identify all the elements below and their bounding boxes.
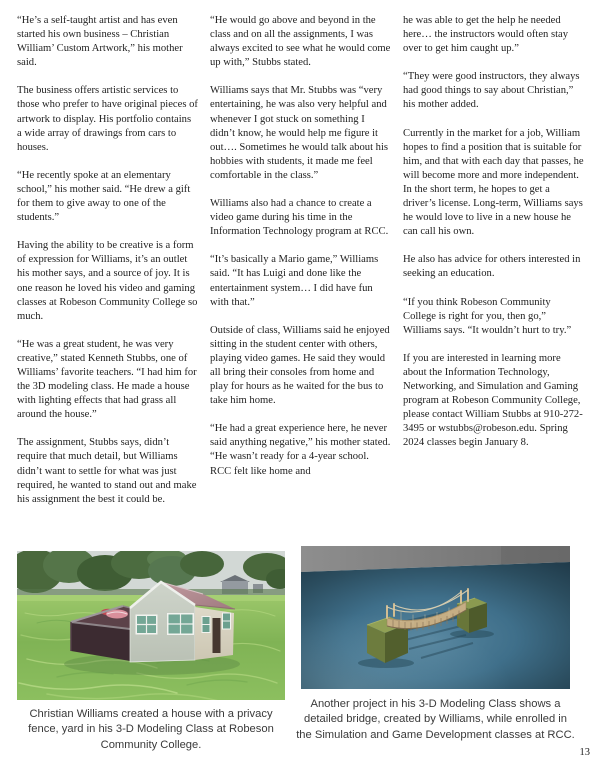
page-number: 13 bbox=[579, 747, 590, 758]
article-paragraph: Williams says that Mr. Stubbs was “very entertaining, he was also very helpful and whenever I got stuck on something I didn’t know, he would help me figure it out…. Sometimes he would talk about his hobbies with students, it made me feel comfortable in the class.” bbox=[210, 85, 389, 181]
article-paragraph: Having the ability to be creative is a form of expression for Williams, it’s an outlet his mother says, and a source of joy. It is one reason he loved his video and gaming classes at Robeson Community College so much. bbox=[17, 240, 198, 322]
article-paragraph: “If you think Robeson Community College is right for you, then go,” Williams says. “It wouldn’t hurt to try.” bbox=[403, 296, 572, 336]
article-paragraph: The assignment, Stubbs says, didn’t require that much detail, but Williams didn’t want to settle for what was just required, he wanted to stand out and make his assignment the best it could be. bbox=[17, 437, 197, 505]
article-paragraph: “He recently spoke at an elementary school,” his mother said. “He drew a gift for them to give away to one of the students.” bbox=[17, 169, 191, 224]
article-paragraph: “He was a great student, he was very creative,” stated Kenneth Stubbs, one of Williams’ favorite teachers. “I had him for the 3D modeling class. He made a house with lighting effects that had grass all around the house.” bbox=[17, 338, 197, 421]
article-paragraph: “He had a great experience here, he never said anything negative,” his mother stated. “He wasn’t ready for a 4-year school. RCC felt like home and bbox=[210, 423, 391, 477]
article-column-3 bbox=[403, 14, 584, 521]
article-column-2 bbox=[210, 14, 391, 521]
article-paragraph: If you are interested in learning more about the Information Technology, Networking, and Simulation and Gaming program at Robeson Community College, please contact William Stubbs at 910-272-3495 or wstubbs@robeson.edu. Spring 2024 classes begin January 8. bbox=[403, 352, 583, 449]
figure-bridge bbox=[296, 546, 575, 743]
article-body bbox=[17, 14, 583, 521]
bridge-render-image bbox=[301, 546, 570, 689]
article-paragraph: “He’s a self-taught artist and has even started his own business – Christian William’ Custom Artwork,” his mother said. bbox=[17, 15, 183, 69]
article-column-1 bbox=[17, 14, 198, 521]
article-paragraph: Williams also had a chance to create a video game during his time in the Information Technology program at RCC. bbox=[210, 198, 389, 238]
article-paragraph: Currently in the market for a job, William hopes to find a position that is suitable for him, and that with each day that passes, he will become more and more independent. In the short term, he hopes to get a driver’s license. Long-term, Williams says he would love to live in a new house he can call his own. bbox=[403, 127, 584, 238]
article-paragraph: “He would go above and beyond in the class and on all the assignments, I was always excited to see what he would come up with,” Stubbs stated. bbox=[210, 15, 391, 69]
article-paragraph: He also has advice for others interested in seeking an education. bbox=[403, 254, 581, 280]
article-paragraph: “It’s basically a Mario game,” Williams said. “It has Luigi and done like the entertainment system… I did have fun with that.” bbox=[210, 254, 379, 308]
house-render-image bbox=[17, 551, 285, 700]
article-paragraph: The business offers artistic services to those who prefer to have original pieces of artwork to display. His portfolio contains a wide array of drawings from cars to houses. bbox=[17, 85, 198, 153]
article-paragraph: Outside of class, Williams said he enjoyed sitting in the student center with others, playing video games. He said they would all bring their consoles from home and play for hours as he waited for the bus to take him home. bbox=[210, 324, 390, 407]
article-paragraph: “They were good instructors, they always had good things to say about Christian,” his mother added. bbox=[403, 71, 580, 111]
article-paragraph: he was able to get the help he needed here… the instructors would often stay over to get him caught up.” bbox=[403, 15, 569, 55]
figure-bridge-caption: Another project in his 3-D Modeling Class shows a detailed bridge, created by Williams, while enrolled in the Simulation and Game Development classes at RCC. bbox=[296, 698, 575, 741]
figure-house-caption: Christian Williams created a house with a privacy fence, yard in his 3-D Modeling Class at Robeson Community College. bbox=[28, 708, 274, 751]
figure-house bbox=[17, 551, 285, 753]
